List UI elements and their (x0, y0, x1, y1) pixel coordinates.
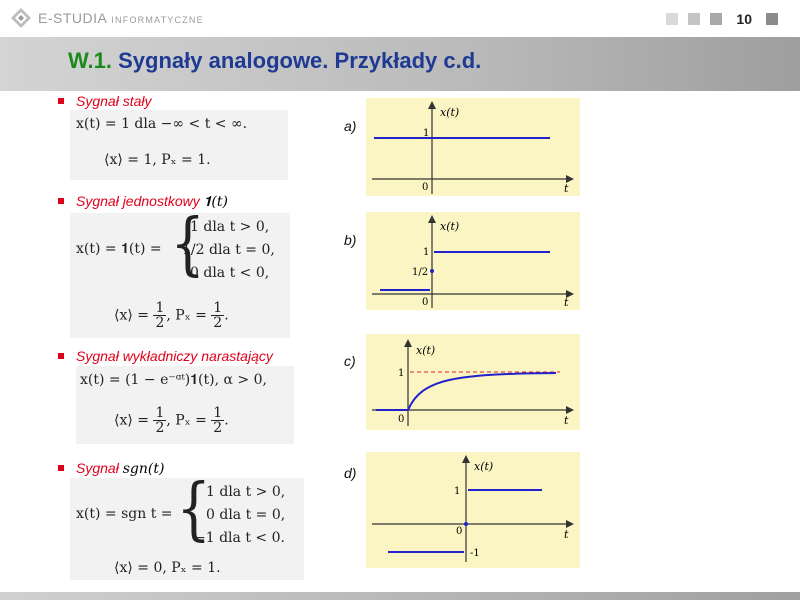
formula-line: x(t) = 1 dla −∞ < t < ∞. (76, 116, 248, 132)
logo-text: E-STUDIA INFORMATYCZNE (38, 10, 204, 26)
bullet-unit-step: Sygnał jednostkowy 𝟏(t) (58, 193, 228, 210)
y-axis-arrow (404, 339, 412, 347)
header-square-4 (766, 13, 778, 25)
unit-step-symbol: 𝟏(t) (203, 194, 228, 210)
tick-1: 1 (398, 368, 405, 379)
y-axis-arrow (462, 455, 470, 463)
tick-0: 0 (398, 414, 405, 425)
y-label: x(t) (440, 106, 460, 119)
y-axis-arrow (428, 101, 436, 109)
sgn-symbol: sgn(t) (122, 461, 165, 477)
tick-minus-1: -1 (470, 548, 480, 559)
footer-line (0, 592, 800, 600)
formula-brace: { (176, 470, 211, 549)
tick-0: 0 (422, 297, 429, 308)
bullet-marker (58, 98, 64, 104)
y-label: x(t) (416, 344, 436, 357)
y-axis-arrow (428, 215, 436, 223)
graph-label-b: b) (344, 232, 357, 248)
bullet-marker (58, 465, 64, 471)
formula-case: 1/2 dla t = 0, (182, 242, 275, 258)
formula-case: −1 dla t < 0. (194, 530, 285, 546)
bullet-constant-signal: Sygnał stały (58, 93, 151, 109)
header-square-2 (688, 13, 700, 25)
formula-unit-step (70, 205, 290, 338)
graph-c-plot (366, 334, 580, 430)
logo (10, 6, 204, 30)
signal-point-zero (464, 522, 468, 526)
y-label: x(t) (474, 460, 494, 473)
signal-exponential-curve (408, 373, 556, 410)
logo-icon (10, 7, 32, 29)
tick-1: 1 (423, 128, 430, 139)
graph-label-c: c) (344, 353, 356, 369)
header-squares (656, 11, 778, 27)
y-label: x(t) (440, 220, 460, 233)
formula-case: 0 dla t = 0, (206, 507, 286, 523)
tick-1: 1 (423, 247, 430, 258)
graph-b-plot (366, 212, 580, 310)
x-axis-arrow (566, 406, 574, 414)
formula-case: 0 dla t < 0, (190, 265, 270, 281)
header-square-1 (666, 13, 678, 25)
formula-mean: ⟨x⟩ = $\frac{1}{2}$ , Pₓ = $\frac{1}{2}$ . (114, 300, 229, 331)
tick-0: 0 (422, 182, 429, 193)
formula-case: 1 dla t > 0, (190, 219, 270, 235)
bullet-sign-signal: Sygnał sgn(t) (58, 460, 164, 477)
x-label: t (564, 296, 569, 309)
bullet-marker (58, 353, 64, 359)
x-axis-arrow (566, 520, 574, 528)
tick-1: 1 (454, 486, 461, 497)
graph-a-plot (366, 98, 580, 196)
formula-lhs: x(t) = 𝟏(t) = (76, 241, 162, 257)
x-label: t (564, 414, 569, 427)
graph-d (366, 452, 580, 568)
tick-half: 1/2 (412, 267, 429, 278)
formula-exponential (76, 366, 294, 444)
tick-0: 0 (456, 526, 463, 537)
header-square-3 (710, 13, 722, 25)
graph-a (366, 98, 580, 196)
graph-label-d: d) (344, 465, 357, 481)
x-label: t (564, 528, 569, 541)
page-number: 10 (736, 11, 752, 27)
formula-line: x(t) = (1 − e⁻ᵅᵗ)𝟏(t), α > 0, (80, 372, 267, 388)
formula-line: ⟨x⟩ = 1, Pₓ = 1. (104, 152, 211, 168)
graph-d-plot (366, 452, 580, 568)
header (0, 0, 800, 36)
slide-title (68, 48, 481, 74)
formula-mean: ⟨x⟩ = $\frac{1}{2}$ , Pₓ = $\frac{1}{2}$ . (114, 405, 229, 436)
formula-case: 1 dla t > 0, (206, 484, 286, 500)
formula-sign (70, 470, 304, 580)
formula-line: ⟨x⟩ = 0, Pₓ = 1. (114, 560, 221, 576)
bullet-exponential-signal: Sygnał wykładniczy narastający (58, 348, 273, 364)
graph-label-a: a) (344, 118, 357, 134)
formula-lhs: x(t) = sgn t = (76, 506, 173, 522)
x-label: t (564, 182, 569, 195)
slide-title-text: Sygnały analogowe. Przykłady c.d. (112, 48, 482, 73)
bullet-marker (58, 198, 64, 204)
slide-title-number: W.1. (68, 48, 113, 73)
formula-brace: { (170, 205, 205, 284)
signal-point-half (430, 269, 434, 273)
formula-constant (70, 110, 288, 180)
graph-b (366, 212, 580, 310)
graph-c (366, 334, 580, 430)
